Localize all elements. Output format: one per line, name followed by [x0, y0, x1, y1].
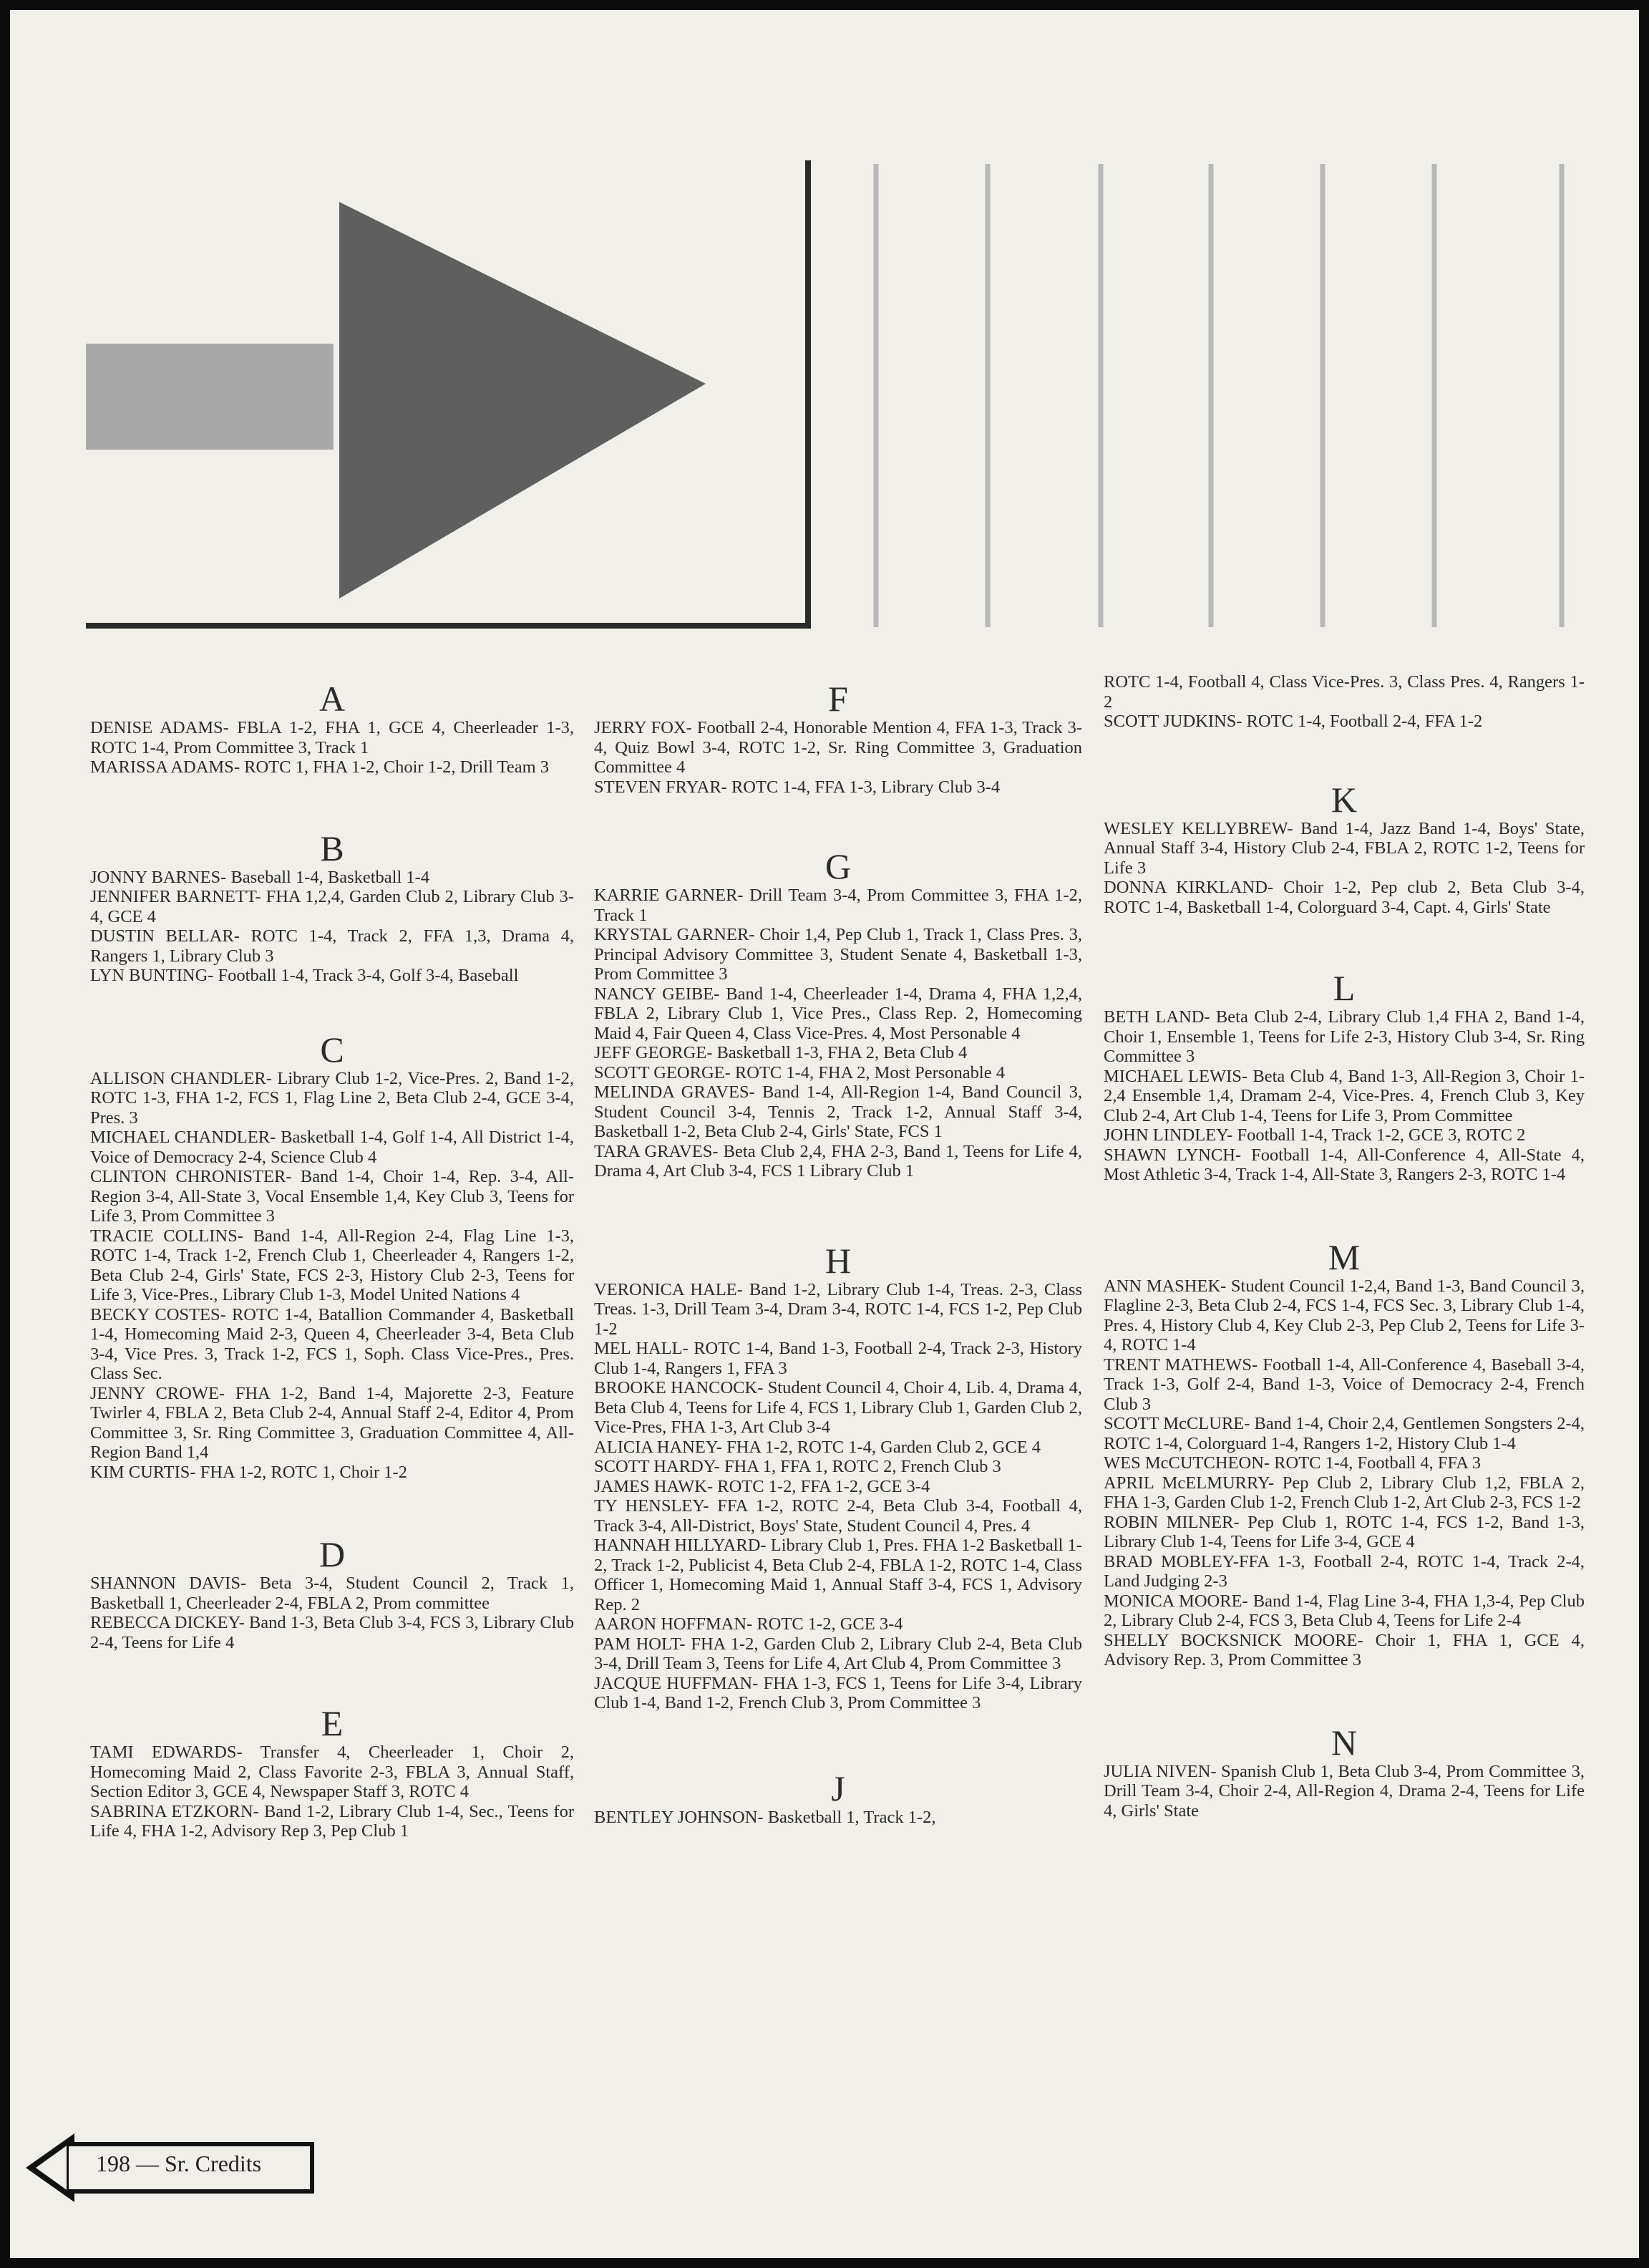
senior-credit-entry: JACQUE HUFFMAN- FHA 1-3, FCS 1, Teens for Life 3-4, Library Club 1-4, Band 1-2, French Club 3, Prom Committee 3 [594, 1673, 1082, 1712]
senior-credit-entry: JOHN LINDLEY- Football 1-4, Track 1-2, GCE 3, ROTC 2 [1104, 1125, 1526, 1145]
vertical-stripes [876, 164, 1562, 627]
senior-credit-entry: ROTC 1-4, Football 4, Class Vice-Pres. 3, Class Pres. 4, Rangers 1-2 [1104, 672, 1585, 712]
section-letter: F [828, 679, 848, 719]
credits-column-2 [594, 679, 1082, 1827]
senior-credit-entry: BENTLEY JOHNSON- Basketball 1, Track 1-2, [594, 1807, 936, 1827]
section-letter: K [1331, 779, 1358, 820]
senior-credit-entry: KIM CURTIS- FHA 1-2, ROTC 1, Choir 1-2 [90, 1462, 407, 1482]
section-l [1104, 969, 1585, 1185]
senior-credit-entry: REBECCA DICKEY- Band 1-3, Beta Club 3-4, FCS 3, Library Club 2-4, Teens for Life 4 [90, 1613, 574, 1652]
section-j [594, 1769, 1082, 1828]
senior-credit-entry: SHAWN LYNCH- Football 1-4, All-Conference 4, All-State 4, Most Athletic 3-4, Track 1-4, All-State 3, Rangers 2-3, ROTC 1-4 [1104, 1145, 1585, 1184]
senior-credit-entry: SHELLY BOCKSNICK MOORE- Choir 1, FHA 1, GCE 4, Advisory Rep. 3, Prom Committee 3 [1104, 1630, 1585, 1670]
section-d [90, 1535, 574, 1652]
senior-credit-entry: ALLISON CHANDLER- Library Club 1-2, Vice-Pres. 2, Band 1-2, ROTC 1-3, FHA 1-2, FCS 1, Flag Line 2, Beta Club 2-4, GCE 3-4, Pres. 3 [90, 1068, 574, 1128]
senior-credit-entry: PAM HOLT- FHA 1-2, Garden Club 2, Library Club 2-4, Beta Club 3-4, Drill Team 3, Teens for Life 4, Art Club 4, Prom Committee 3 [594, 1634, 1082, 1673]
page-footer [24, 2132, 325, 2204]
senior-credit-entry: SHANNON DAVIS- Beta 3-4, Student Council 2, Track 1, Basketball 1, Cheerleader 2-4, FBLA 2, Prom committee [90, 1574, 574, 1613]
section-letter: B [320, 828, 344, 868]
senior-credit-entry: DONNA KIRKLAND- Choir 1-2, Pep club 2, Beta Club 3-4, ROTC 1-4, Basketball 1-4, Colorguard 3-4, Capt. 4, Girls' State [1104, 878, 1585, 917]
section-letter: G [824, 846, 852, 886]
senior-credit-entry: MICHAEL CHANDLER- Basketball 1-4, Golf 1-4, All District 1-4, Voice of Democracy 2-4, Science Club 4 [90, 1128, 574, 1167]
section-h [594, 1241, 1082, 1713]
senior-credit-entry: JENNY CROWE- FHA 1-2, Band 1-4, Majorette 2-3, Feature Twirler 4, FBLA 2, Beta Club 2-4, Annual Staff 2-4, Editor 4, Prom Committee 3, Sr. Ring Committee 3, Graduation Committee 4, All-Region Band 1,4 [90, 1383, 574, 1462]
senior-credit-entry: SABRINA ETZKORN- Band 1-2, Library Club 1-4, Sec., Teens for Life 4, FHA 1-2, Advisory Rep 3, Pep Club 1 [90, 1801, 574, 1841]
senior-credit-entry: JERRY FOX- Football 2-4, Honorable Mention 4, FFA 1-3, Track 3-4, Quiz Bowl 3-4, ROTC 1-2, Sr. Ring Committee 3, Graduation Committee 4 [594, 718, 1082, 777]
section-b [90, 829, 574, 986]
senior-credit-entry: JONNY BARNES- Baseball 1-4, Basketball 1-4 [90, 867, 430, 887]
senior-credit-entry: JEFF GEORGE- Basketball 1-3, FHA 2, Beta Club 4 [594, 1043, 968, 1062]
senior-credit-entry: TY HENSLEY- FFA 1-2, ROTC 2-4, Beta Club 3-4, Football 4, Track 3-4, All-District, Boys' State, Student Council 4, Pres. 4 [594, 1496, 1082, 1536]
credits-column-1 [90, 679, 574, 1841]
senior-credit-entry: WESLEY KELLYBREW- Band 1-4, Jazz Band 1-4, Boys' State, Annual Staff 3-4, History Club 2-4, FBLA 2, ROTC 1-2, Teens for Life 3 [1104, 818, 1585, 878]
section-letter: L [1333, 968, 1356, 1008]
senior-credit-entry: VERONICA HALE- Band 1-2, Library Club 1-4, Treas. 2-3, Class Treas. 1-3, Drill Team 3-4, Dram 3-4, ROTC 1-4, FCS 1-2, Pep Club 1-2 [594, 1279, 1082, 1339]
arrow-shaft [86, 344, 334, 450]
header-graphic [10, 10, 1639, 683]
section-letter: N [1331, 1722, 1358, 1763]
senior-credit-entry: BETH LAND- Beta Club 2-4, Library Club 1,4 FHA 2, Band 1-4, Choir 1, Ensemble 1, Teens for Life 2-3, History Club 3-4, Sr. Ring Committee 3 [1104, 1007, 1585, 1066]
senior-credit-entry: WES McCUTCHEON- ROTC 1-4, Football 4, FFA 3 [1104, 1453, 1481, 1473]
senior-credit-entry: AARON HOFFMAN- ROTC 1-2, GCE 3-4 [594, 1614, 903, 1634]
section-n [1104, 1723, 1585, 1821]
arrow-head [339, 202, 706, 598]
section-f [594, 679, 1082, 797]
senior-credit-entry: MEL HALL- ROTC 1-4, Band 1-3, Football 2-4, Track 2-3, History Club 1-4, Rangers 1, FFA 3 [594, 1339, 1082, 1378]
senior-credit-entry: JULIA NIVEN- Spanish Club 1, Beta Club 3-4, Prom Committee 3, Drill Team 3-4, Choir 2-4, All-Region 4, Drama 2-4, Teens for Life 4, Girls' State [1104, 1761, 1585, 1821]
senior-credit-entry: KARRIE GARNER- Drill Team 3-4, Prom Committee 3, FHA 1-2, Track 1 [594, 886, 1082, 925]
section-c [90, 1030, 574, 1483]
senior-credit-entry: TARA GRAVES- Beta Club 2,4, FHA 2-3, Band 1, Teens for Life 4, Drama 4, Art Club 3-4, FCS 1 Library Club 1 [594, 1141, 1082, 1181]
senior-credit-entry: KRYSTAL GARNER- Choir 1,4, Pep Club 1, Track 1, Class Pres. 3, Principal Advisory Committee 3, Student Senate 4, Basketball 1-3, Prom Committee 3 [594, 925, 1082, 984]
senior-credit-entry: APRIL McELMURRY- Pep Club 2, Library Club 1,2, FBLA 2, FHA 1-3, Garden Club 1-2, French Club 1-2, Art Club 2-3, FCS 1-2 [1104, 1473, 1585, 1512]
senior-credit-entry: SCOTT HARDY- FHA 1, FFA 1, ROTC 2, French Club 3 [594, 1457, 1001, 1476]
section-g [594, 847, 1082, 1181]
section-k [1104, 780, 1585, 918]
senior-credit-entry: MELINDA GRAVES- Band 1-4, All-Region 1-4, Band Council 3, Student Council 3-4, Tennis 2, Track 1-2, Annual Staff 3-4, Basketball 1-2, Beta Club 2-4, Girls' State, FCS 1 [594, 1082, 1082, 1141]
senior-credit-entry: MICHAEL LEWIS- Beta Club 4, Band 1-3, All-Region 3, Choir 1-2,4 Ensemble 1,4, Dramam 2-4, Vice-Pres. 4, French Club 3, Key Club 2-4, Art Club 1-4, Teens for Life 3, Prom Committee [1104, 1066, 1585, 1125]
section-letter: M [1328, 1236, 1361, 1277]
senior-credit-entry: BECKY COSTES- ROTC 1-4, Batallion Commander 4, Basketball 1-4, Homecoming Maid 2-3, Queen 4, Cheerleader 3-4, Beta Club 3-4, Vice Pres. 3, Track 1-2, FCS 1, Soph. Class Vice-Pres., Pres. Class Sec. [90, 1304, 574, 1383]
senior-credit-entry: DENISE ADAMS- FBLA 1-2, FHA 1, GCE 4, Cheerleader 1-3, ROTC 1-4, Prom Committee 3, Track 1 [90, 718, 574, 757]
section-e [90, 1704, 574, 1841]
page-number-label: 198 — Sr. Credits [96, 2151, 262, 2176]
section-a [90, 679, 574, 777]
section-continued [1104, 672, 1585, 732]
section-letter: H [824, 1240, 852, 1281]
section-letter: A [318, 679, 346, 719]
senior-credit-entry: JENNIFER BARNETT- FHA 1,2,4, Garden Club 2, Library Club 3-4, GCE 4 [90, 887, 574, 926]
senior-credit-entry: STEVEN FRYAR- ROTC 1-4, FFA 1-3, Library Club 3-4 [594, 777, 1001, 797]
credits-column-3 [1104, 672, 1585, 1821]
section-letter: J [831, 1768, 845, 1808]
section-m [1104, 1238, 1585, 1670]
senior-credit-entry: CLINTON CHRONISTER- Band 1-4, Choir 1-4, Rep. 3-4, All-Region 3-4, All-State 3, Vocal Ensemble 1,4, Key Club 3, Teens for Life 3, Prom Committee 3 [90, 1167, 574, 1226]
senior-credit-entry: MONICA MOORE- Band 1-4, Flag Line 3-4, FHA 1,3-4, Pep Club 2, Library Club 2-4, FCS 3, Beta Club 4, Teens for Life 2-4 [1104, 1591, 1585, 1630]
senior-credit-entry: MARISSA ADAMS- ROTC 1, FHA 1-2, Choir 1-2, Drill Team 3 [90, 757, 550, 777]
senior-credit-entry: SCOTT McCLURE- Band 1-4, Choir 2,4, Gentlemen Songsters 2-4, ROTC 1-4, Colorguard 1-4, Rangers 1-2, History Club 1-4 [1104, 1414, 1585, 1453]
senior-credit-entry: LYN BUNTING- Football 1-4, Track 3-4, Golf 3-4, Baseball [90, 966, 519, 985]
senior-credit-entry: DUSTIN BELLAR- ROTC 1-4, Track 2, FFA 1,3, Drama 4, Rangers 1, Library Club 3 [90, 926, 574, 966]
senior-credit-entry: SCOTT JUDKINS- ROTC 1-4, Football 2-4, FFA 1-2 [1104, 712, 1483, 731]
section-letter: C [320, 1029, 344, 1070]
senior-credit-entry: BROOKE HANCOCK- Student Council 4, Choir 4, Lib. 4, Drama 4, Beta Club 4, Teens for Life 4, FCS 1, Library Club 1, Garden Club 2, Vice-Pres, FHA 1-3, Art Club 3-4 [594, 1378, 1082, 1437]
senior-credit-entry: HANNAH HILLYARD- Library Club 1, Pres. FHA 1-2 Basketball 1-2, Track 1-2, Publicist 4, Beta Club 2-4, FBLA 1-2, ROTC 1-4, Class Officer 1, Homecoming Maid 1, Annual Staff 3-4, FCS 1, Advisory Rep. 2 [594, 1536, 1082, 1614]
senior-credit-entry: TAMI EDWARDS- Transfer 4, Cheerleader 1, Choir 2, Homecoming Maid 2, Class Favorite 2-3, FBLA 3, Annual Staff, Section Editor 3, GCE 4, Newspaper Staff 3, ROTC 4 [90, 1743, 574, 1801]
senior-credit-entry: ALICIA HANEY- FHA 1-2, ROTC 1-4, Garden Club 2, GCE 4 [594, 1437, 1041, 1457]
senior-credit-entry: JAMES HAWK- ROTC 1-2, FFA 1-2, GCE 3-4 [594, 1476, 930, 1496]
senior-credit-entry: TRACIE COLLINS- Band 1-4, All-Region 2-4, Flag Line 1-3, ROTC 1-4, Track 1-2, French Club 1, Cheerleader 4, Rangers 1-2, Beta Club 2-4, Girls' State, FCS 2-3, History Club 2-3, Teens for Life 3, Vice-Pres., Library Club 1-3, Model United Nations 4 [90, 1226, 574, 1304]
senior-credit-entry: ROBIN MILNER- Pep Club 1, ROTC 1-4, FCS 1-2, Band 1-3, Library Club 1-4, Teens for Life 3-4, GCE 4 [1104, 1512, 1585, 1551]
section-letter: E [321, 1703, 344, 1743]
section-letter: D [318, 1534, 346, 1574]
yearbook-page [10, 10, 1639, 2258]
senior-credit-entry: ANN MASHEK- Student Council 1-2,4, Band 1-3, Band Council 3, Flagline 2-3, Beta Club 2-4, FCS 1-4, FCS Sec. 3, Library Club 1-4, Pres. 4, History Club 4, Key Club 2-3, Pep Club 2, Teens for Life 3-4, ROTC 1-4 [1104, 1276, 1585, 1354]
senior-credit-entry: SCOTT GEORGE- ROTC 1-4, FHA 2, Most Personable 4 [594, 1062, 1005, 1082]
senior-credit-entry: BRAD MOBLEY-FFA 1-3, Football 2-4, ROTC 1-4, Track 2-4, Land Judging 2-3 [1104, 1551, 1585, 1591]
senior-credit-entry: NANCY GEIBE- Band 1-4, Cheerleader 1-4, Drama 4, FHA 1,2,4, FBLA 2, Library Club 1, Vice Pres., Class Rep. 2, Homecoming Maid 4, Fair Queen 4, Class Vice-Pres. 4, Most Personable 4 [594, 984, 1082, 1043]
senior-credit-entry: TRENT MATHEWS- Football 1-4, All-Conference 4, Baseball 3-4, Track 1-3, Golf 2-4, Band 1-3, Voice of Democracy 2-4, French Club 3 [1104, 1354, 1585, 1414]
